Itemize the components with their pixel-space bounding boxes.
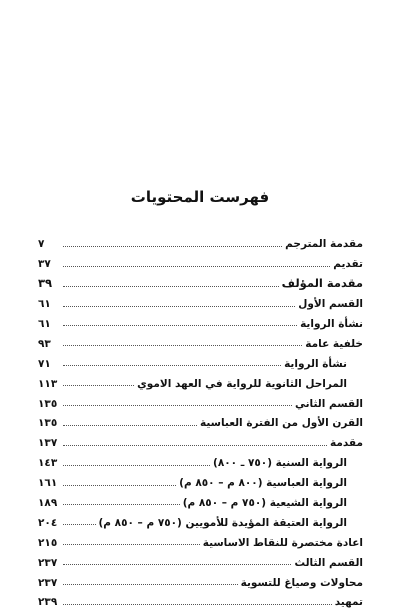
toc-entry-page: ١١٣: [38, 377, 58, 390]
toc-entry: [38, 469, 363, 489]
toc-entry-title: مقدمة المؤلف: [281, 276, 363, 291]
dot-leader: [63, 364, 281, 366]
toc-entry: [38, 409, 363, 429]
toc-entry-page: ١٣٧: [38, 437, 58, 450]
dot-leader: [63, 444, 327, 446]
toc-entry-title: تقديم: [333, 258, 363, 271]
toc-entry-title: المراحل الثانوية للرواية في العهد الاموي: [137, 377, 347, 390]
toc-entry: [38, 449, 363, 469]
toc-entry-page: ١٤٣: [38, 457, 58, 470]
dot-leader: [63, 305, 295, 307]
dot-leader: [63, 563, 291, 565]
dot-leader: [63, 384, 134, 386]
toc-entry-title: القسم الثالث: [294, 556, 363, 569]
toc-entry-title: خلفية عامة: [305, 337, 363, 350]
toc-entry-title: محاولات وصياغ للتسوية: [240, 576, 363, 589]
toc-entry: [38, 508, 363, 528]
toc-entry-title: نشأة الرواية: [284, 357, 347, 370]
toc-entry-title: القرن الأول من الفترة العباسية: [199, 417, 363, 430]
dot-leader: [63, 603, 332, 605]
toc-entry-page: ١٣٥: [38, 397, 58, 410]
dot-leader: [63, 523, 96, 525]
toc-entry: [38, 548, 363, 568]
toc-entry-page: ٢٣٩: [38, 596, 58, 608]
toc-entry-title: الرواية العتيقة المؤيدة للأمويين (٧٥٠ م – ٨٥٠ م): [98, 516, 347, 529]
toc-entry-title: القسم الثاني: [294, 397, 363, 410]
toc-entry-title: القسم الأول: [298, 298, 363, 311]
toc-entry-page: ٧١: [38, 357, 51, 370]
dot-leader: [63, 543, 200, 545]
toc-entry-title: تمهيد: [334, 596, 363, 608]
toc-entry: [38, 369, 363, 389]
toc-entry-page: ٢٣٧: [38, 556, 58, 569]
dot-leader: [63, 503, 180, 505]
toc-entry-title: نشأة الرواية: [300, 317, 363, 330]
toc-entry-title: الرواية الشيعية (٧٥٠ م – ٨٥٠ م): [182, 496, 347, 509]
dot-leader: [63, 404, 292, 406]
dot-leader: [63, 424, 197, 426]
dot-leader: [63, 285, 279, 287]
toc-entry-page: ٢٠٤: [38, 516, 58, 529]
toc-entry: [38, 429, 363, 449]
toc-entry-page: ١٣٥: [38, 417, 58, 430]
toc-entry: [38, 349, 363, 369]
toc-entry-page: ٩٣: [38, 337, 51, 350]
toc-entry: [38, 568, 363, 588]
dot-leader: [63, 265, 330, 267]
toc-entry-title: الرواية العباسية (٨٠٠ م – ٨٥٠ م): [179, 477, 347, 490]
toc-entry-title: اعادة مختصرة للنقاط الاساسية: [202, 536, 363, 549]
toc-entry-page: ٧: [38, 238, 45, 251]
toc-entry-page: ٢١٥: [38, 536, 58, 549]
toc-entry-title: مقدمة المترجم: [285, 238, 363, 251]
toc-entry: [38, 389, 363, 409]
dot-leader: [63, 245, 282, 247]
toc-entry: [38, 588, 363, 608]
dot-leader: [63, 344, 302, 346]
dot-leader: [63, 464, 210, 466]
toc-entry: [38, 310, 363, 330]
toc-entry: [38, 528, 363, 548]
dot-leader: [63, 583, 238, 585]
table-of-contents: [38, 230, 363, 608]
dot-leader: [63, 484, 176, 486]
toc-entry-page: ٢٣٧: [38, 576, 58, 589]
toc-entry-page: ٦١: [38, 298, 51, 311]
toc-entry: [38, 290, 363, 310]
toc-entry-title: الرواية السنية (٧٥٠ ـ ٨٠٠): [213, 457, 347, 470]
dot-leader: [63, 324, 297, 326]
toc-entry: [38, 489, 363, 509]
toc-entry: [38, 230, 363, 250]
toc-entry-page: ٦١: [38, 317, 51, 330]
toc-title: فهرست المحتويات: [130, 188, 270, 206]
toc-entry-page: ٣٩: [38, 276, 53, 291]
toc-entry: [38, 270, 363, 290]
toc-entry-title: مقدمة: [330, 437, 363, 450]
toc-entry-page: ٣٧: [38, 258, 51, 271]
toc-entry: [38, 250, 363, 270]
toc-entry-page: ١٦١: [38, 477, 58, 490]
toc-entry: [38, 329, 363, 349]
toc-entry-page: ١٨٩: [38, 496, 58, 509]
